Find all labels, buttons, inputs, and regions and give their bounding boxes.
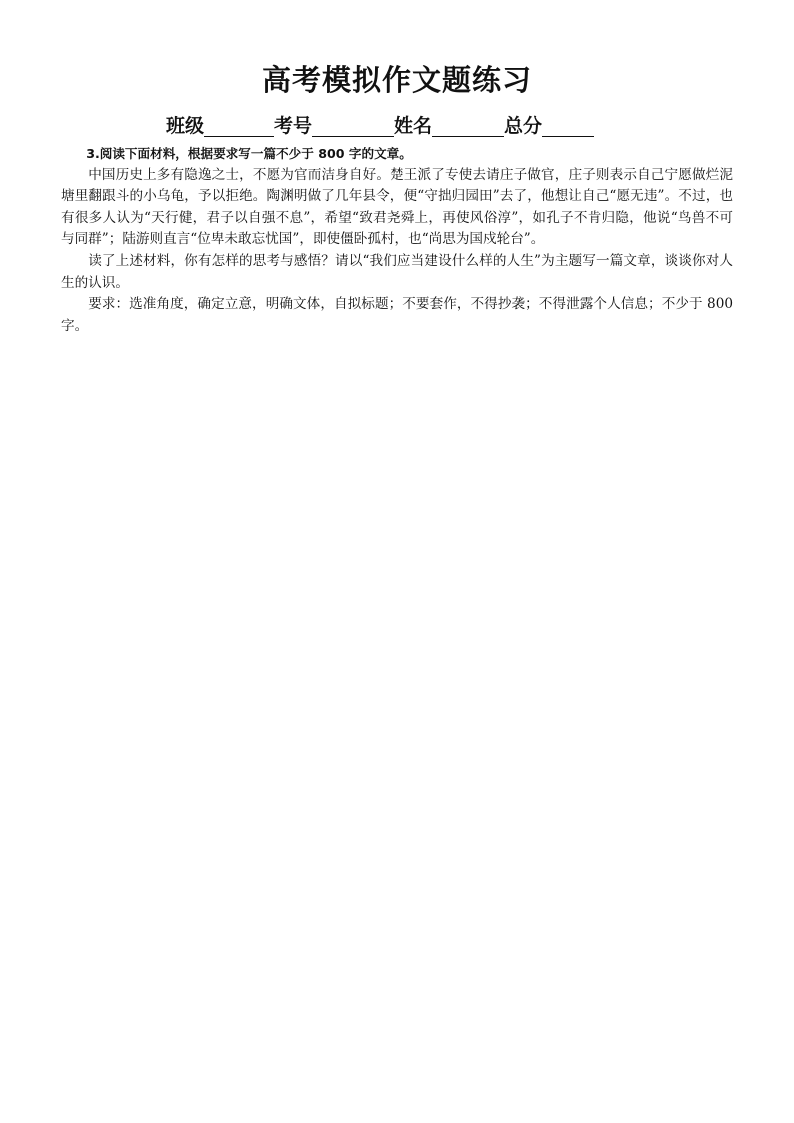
task-paragraph: 读了上述材料，你有怎样的思考与感悟？请以“我们应当建设什么样的人生”为主题写一篇文章，谈谈你对人生的认识。 — [61, 252, 733, 291]
name-label: 姓名 — [394, 115, 433, 137]
class-blank[interactable] — [204, 116, 274, 137]
page-title: 高考模拟作文题练习 — [261, 63, 532, 97]
score-blank[interactable] — [542, 116, 594, 137]
student-info-row — [166, 111, 636, 139]
score-label: 总分 — [504, 115, 543, 137]
class-label: 班级 — [166, 115, 205, 137]
name-blank[interactable] — [432, 116, 504, 137]
material-paragraph: 中国历史上多有隐逸之士，不愿为官而洁身自好。楚王派了专使去请庄子做官，庄子则表示自己宁愿做烂泥塘里翻跟斗的小乌龟，予以拒绝。陶渊明做了几年县令，便“守拙归园田”去了，他想让自己“愿无违”。不过，也有很多人认为“天行健，君子以自强不息”，希望“致君尧舜上，再使风俗淳”，如孔子不肯归隐，他说“鸟兽不可与同群”；陆游则直言“位卑未敢忘忧国”，即使僵卧孤村，也“尚思为国戍轮台”。 — [61, 166, 733, 248]
requirements-paragraph: 要求：选准角度，确定立意，明确文体，自拟标题；不要套作，不得抄袭；不得泄露个人信息；不少于 800 字。 — [61, 296, 733, 334]
exam-number-label: 考号 — [274, 115, 313, 137]
exam-number-blank[interactable] — [312, 116, 394, 137]
question-content — [61, 143, 733, 337]
question-prompt: 3.阅读下面材料，根据要求写一篇不少于 800 字的文章。 — [86, 146, 412, 161]
